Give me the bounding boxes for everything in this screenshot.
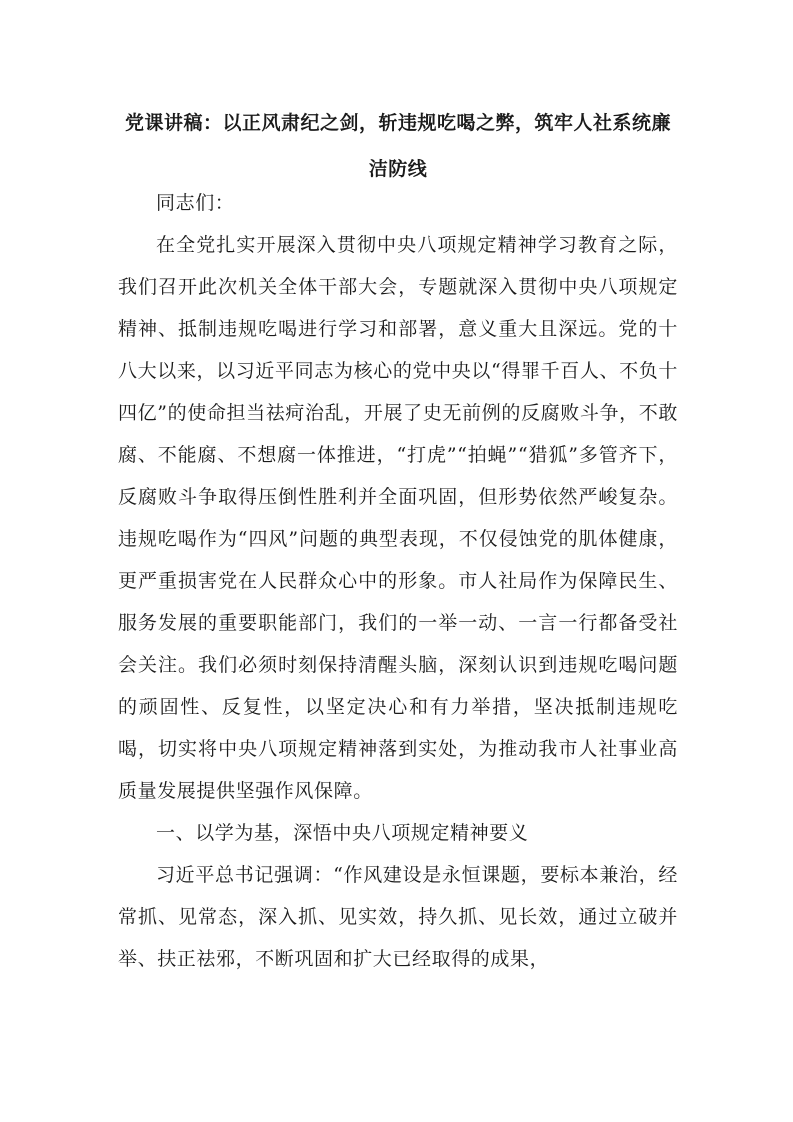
section-heading: 一、以学为基，深悟中央八项规定精神要义: [156, 822, 529, 844]
body-paragraph: 在全党扎实开展深入贯彻中央八项规定精神学习教育之际，我们召开此次机关全体干部大会，专题就深入贯彻中央八项规定精神、抵制违规吃喝进行学习和部署，意义重大且深远。党的十八大以来，以习近平同志为核心的党中央以“得罪千百人、不负十四亿”的使命担当祛疴治乱，开展了史无前例的反腐败斗争，不敢腐、不能腐、不想腐一体推进，“打虎”“拍蝇”“猎狐”多管齐下，反腐败斗争取得压倒性胜利并全面巩固，但形势依然严峻复杂。违规吃喝作为“四风”问题的典型表现，不仅侵蚀党的肌体健康，更严重损害党在人民群众心中的形象。市人社局作为保障民生、服务发展的重要职能部门，我们的一举一动、一言一行都备受社会关注。我们必须时刻保持清醒头脑，深刻认识到违规吃喝问题的顽固性、反复性，以坚定决心和有力举措，坚决抵制违规吃喝，切实将中央八项规定精神落到实处，为推动我市人社事业高质量发展提供坚强作风保障。: [118, 234, 678, 802]
document-body: [118, 182, 678, 980]
salutation: 同志们：: [156, 192, 235, 214]
body-paragraph: 习近平总书记强调：“作风建设是永恒课题，要标本兼治，经常抓、见常态，深入抓、见实效，持久抓、见长效，通过立破并举、扶正祛邪，不断巩固和扩大已经取得的成果，: [118, 864, 678, 970]
document-title: 党课讲稿：以正风肃纪之剑，斩违规吃喝之弊，筑牢人社系统廉洁防线: [124, 112, 671, 180]
